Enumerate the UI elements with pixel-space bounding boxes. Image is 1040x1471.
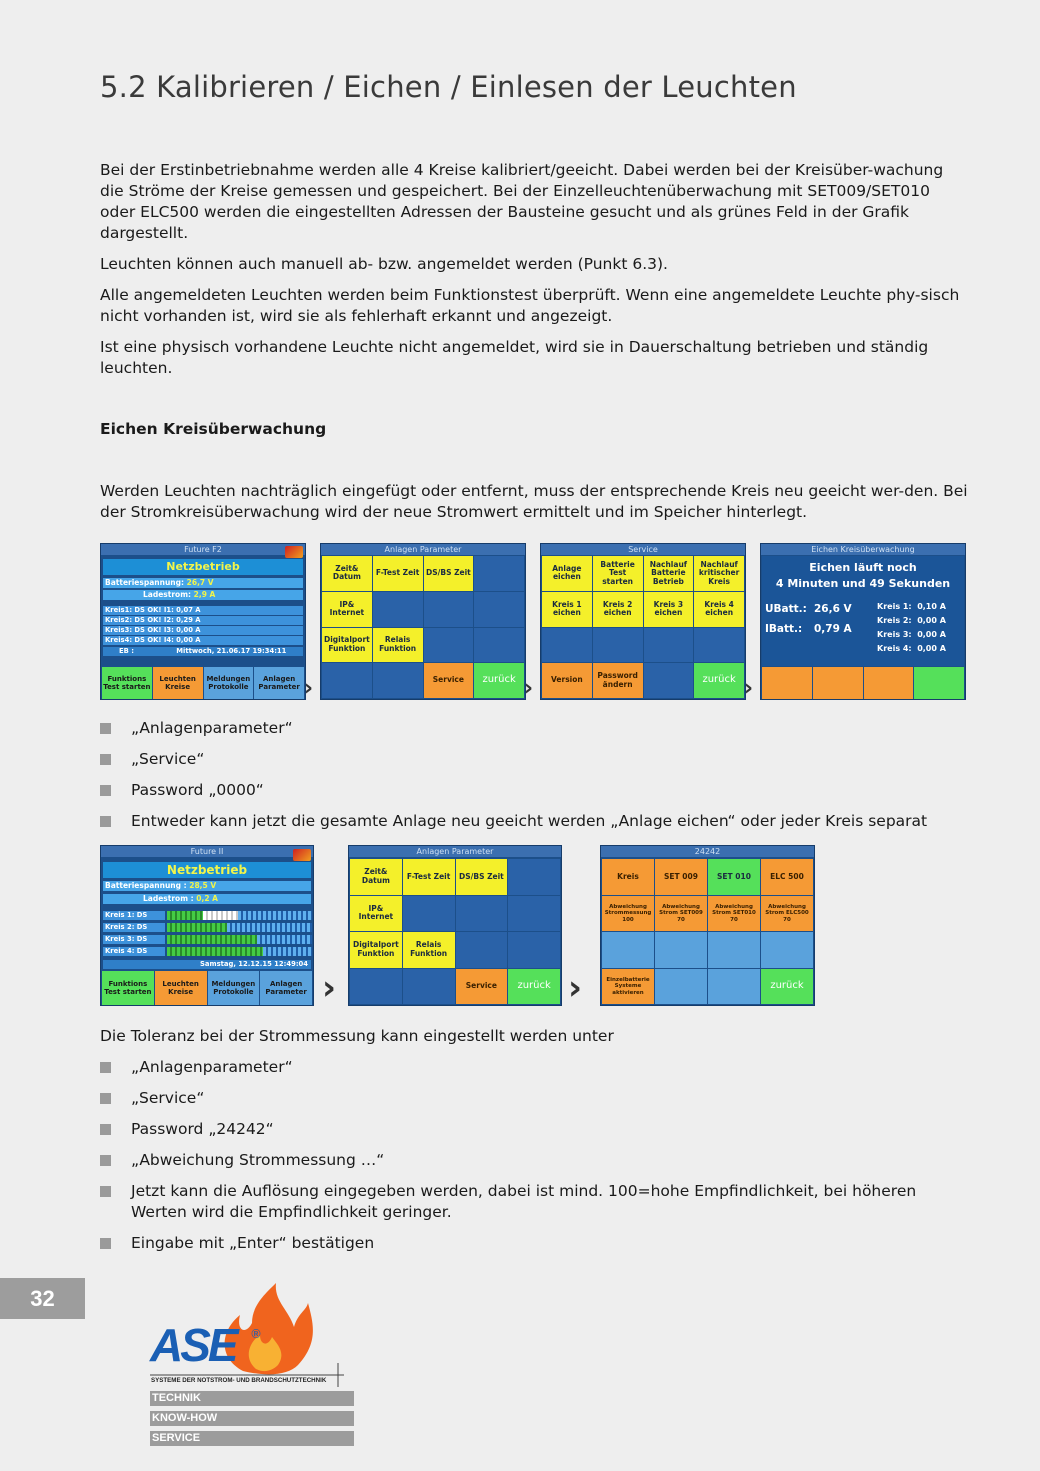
battery-label: Batteriespannung: [105, 578, 185, 587]
circuit-current: Kreis 1: 0,10 A [877, 602, 946, 611]
kreis-row: Kreis3: DS OK! I3: 0,00 A [103, 626, 303, 635]
empty-cell [644, 628, 694, 663]
arrow-icon: › [524, 676, 534, 701]
circuit-current: Kreis 3: 0,00 A [877, 630, 946, 639]
empty-cell [424, 628, 474, 663]
orange-button[interactable] [864, 667, 914, 699]
battery-test-button[interactable]: Batterie Test starten [593, 556, 643, 591]
empty-cell [456, 932, 508, 968]
calibration-running-text: Eichen läuft noch [809, 561, 917, 574]
deviation-set009-button[interactable]: Abweichung Strom SET009 70 [655, 896, 707, 932]
battery-label: Batteriespannung : [105, 881, 187, 890]
empty-cell [350, 969, 402, 1005]
empty-cell [644, 663, 694, 698]
list-item: Password „24242“ [100, 1119, 970, 1140]
empty-cell [655, 969, 707, 1005]
empty-cell [403, 969, 455, 1005]
time-date-button[interactable]: Zeit& Datum [322, 556, 372, 591]
luminaire-bar [167, 935, 257, 944]
intro-paragraph-2: Leuchten können auch manuell ab- bzw. angemeldet werden (Punkt 6.3). [100, 255, 668, 273]
list-item: Jetzt kann die Auflösung eingegeben werden, dabei ist mind. 100=hohe Empfindlichkeit, bei höheren Werten wird die Empfindlichkeit geringer. [100, 1181, 970, 1223]
orange-button[interactable] [762, 667, 812, 699]
battery-current-label: IBatt.: [765, 623, 803, 635]
tag-know-how: KNOW-HOW [150, 1411, 354, 1426]
back-button[interactable]: zurück [508, 969, 560, 1005]
page-number: 32 [0, 1278, 85, 1319]
empty-cell [456, 896, 508, 932]
luminaire-bar [238, 911, 312, 920]
back-button[interactable]: zurück [694, 663, 744, 698]
elc500-button[interactable]: ELC 500 [761, 859, 813, 895]
date-row [103, 647, 303, 656]
steps-list-2 [100, 1057, 970, 1264]
empty-cell [655, 932, 707, 968]
page-title: 5.2 Kalibrieren / Eichen / Einlesen der Leuchten [100, 70, 797, 104]
luminaire-bar [257, 935, 312, 944]
battery-value: 28,5 V [189, 881, 217, 890]
calibrate-system-button[interactable]: Anlage eichen [542, 556, 592, 591]
list-item: „Service“ [100, 1088, 970, 1109]
battery-voltage-row [103, 881, 311, 891]
empty-cell [708, 969, 760, 1005]
kreis-row: Kreis2: DS OK! I2: 0,29 A [103, 616, 303, 625]
tolerance-intro: Die Toleranz bei der Strommessung kann eingestellt werden unter [100, 1027, 614, 1045]
arrow-icon: › [304, 676, 314, 701]
screen-anlagen-parameter [320, 543, 526, 700]
parameter-grid [322, 556, 524, 698]
status-headline: Netzbetrieb [103, 559, 303, 575]
empty-cell [424, 592, 474, 627]
list-item: „Service“ [100, 749, 970, 770]
messages-log-button[interactable]: Meldungen Protokolle [204, 667, 254, 699]
empty-cell [403, 896, 455, 932]
set009-button[interactable]: SET 009 [655, 859, 707, 895]
charge-current-row [103, 894, 311, 904]
date-time: Samstag, 12.12.15 12:49:04 [103, 960, 311, 969]
system-parameters-button[interactable]: Anlagen Parameter [254, 667, 304, 699]
function-test-button[interactable]: Funktions Test starten [102, 971, 154, 1005]
luminaire-bar [227, 923, 312, 932]
empty-cell [322, 663, 372, 698]
empty-cell [761, 932, 813, 968]
lights-circuits-button[interactable]: Leuchten Kreise [153, 667, 203, 699]
parameter-grid [350, 859, 560, 1004]
ftest-time-button[interactable]: F-Test Zeit [373, 556, 423, 591]
screen-anlagen-parameter-2 [348, 845, 562, 1006]
kreis-row: Kreis 1: DS [103, 911, 165, 920]
empty-cell [602, 932, 654, 968]
empty-cell [508, 896, 560, 932]
battery-voltage-label: UBatt.: [765, 603, 807, 615]
service-grid [602, 859, 813, 1004]
charge-label: Ladestrom : [143, 894, 194, 903]
ds-bs-time-button[interactable]: DS/BS Zeit [456, 859, 508, 895]
empty-cell [474, 592, 524, 627]
list-item: „Anlagenparameter“ [100, 1057, 970, 1078]
deviation-set010-button[interactable]: Abweichung Strom SET010 70 [708, 896, 760, 932]
charge-value: 2,9 A [193, 590, 216, 599]
screen-title: Eichen Kreisüberwachung [761, 544, 965, 555]
screen-title: 24242 [601, 846, 814, 857]
calibration-remaining-time: 4 Minuten und 49 Sekunden [775, 577, 951, 590]
kreis-button[interactable]: Kreis [602, 859, 654, 895]
circuit-current: Kreis 4: 0,00 A [877, 644, 946, 653]
registered-mark: ® [250, 1327, 262, 1341]
luminaire-bar [203, 911, 238, 920]
charge-label: Ladestrom: [143, 590, 192, 599]
list-item: Eingabe mit „Enter“ bestätigen [100, 1233, 970, 1254]
list-item: „Abweichung Strommessung …“ [100, 1150, 970, 1171]
digitalport-button[interactable]: Digitalport Funktion [322, 628, 372, 663]
time-date-button[interactable]: Zeit& Datum [350, 859, 402, 895]
kreis-row: Kreis4: DS OK! I4: 0,00 A [103, 636, 303, 645]
empty-cell [542, 628, 592, 663]
screen-title: Future II [101, 846, 313, 857]
screen-eichen-kreisueberwachung [760, 543, 966, 700]
messages-log-button[interactable]: Meldungen Protokolle [208, 971, 260, 1005]
device-logo-icon [285, 546, 303, 558]
tag-technik: TECHNIK [150, 1391, 354, 1406]
steps-list-1 [100, 718, 970, 842]
luminaire-bar [167, 947, 263, 956]
tag-service: SERVICE [150, 1431, 354, 1446]
deviation-elc500-button[interactable]: Abweichung Strom ELC500 70 [761, 896, 813, 932]
ds-bs-time-button[interactable]: DS/BS Zeit [424, 556, 474, 591]
empty-cell [593, 628, 643, 663]
battery-runon-button[interactable]: Nachlauf Batterie Betrieb [644, 556, 694, 591]
back-button[interactable]: zurück [761, 969, 813, 1005]
set010-button[interactable]: SET 010 [708, 859, 760, 895]
lights-circuits-button[interactable]: Leuchten Kreise [155, 971, 207, 1005]
luminaire-bar [167, 923, 227, 932]
battery-voltage-value: 26,6 V [814, 603, 852, 615]
charge-value: 0,2 A [196, 894, 218, 903]
screen-title: Future F2 [101, 544, 305, 555]
service-button[interactable]: Service [456, 969, 508, 1005]
kreis-row: Kreis 4: DS [103, 947, 165, 956]
intro-paragraph-4: Ist eine physisch vorhandene Leuchte nicht angemeldet, wird sie in Dauerschaltung betrieben und ständig leuchten. [100, 338, 929, 377]
empty-cell [694, 628, 744, 663]
arrow-icon: › [744, 676, 754, 701]
empty-cell [373, 663, 423, 698]
empty-cell [508, 859, 560, 895]
screen-service-24242 [600, 845, 815, 1006]
section-heading: Eichen Kreisüberwachung [100, 420, 327, 438]
circuit-current: Kreis 2: 0,00 A [877, 616, 946, 625]
empty-cell [508, 932, 560, 968]
empty-cell [708, 932, 760, 968]
calibrate-circuit-2-button[interactable]: Kreis 2 eichen [593, 592, 643, 627]
list-item: „Anlagenparameter“ [100, 718, 970, 739]
intro-paragraph-3: Alle angemeldeten Leuchten werden beim Funktionstest überprüft. Wenn eine angemeldete Leuchte phy-sisch nicht vorhanden ist, wird sie als fehlerhaft erkannt und angezeigt. [100, 286, 960, 325]
service-button[interactable]: Service [424, 663, 474, 698]
screen-service [540, 543, 746, 700]
calibration-status-panel [762, 556, 964, 666]
critical-circuit-runon-button[interactable]: Nachlauf kritischer Kreis [694, 556, 744, 591]
intro-paragraph-1: Bei der Erstinbetriebnahme werden alle 4 Kreise kalibriert/geeicht. Dabei werden bei der Kreisüber-wachung die Ströme der Kreise gemessen und gespeichert. Bei der Einzelleuchtenüberwachung mit SET009/SET010 oder ELC500 werden die eingestellten Adressen der Bausteine gesucht und als grünes Feld in der Grafik dargestellt. [100, 161, 944, 242]
ip-internet-button[interactable]: IP& Internet [322, 592, 372, 627]
single-battery-systems-button[interactable]: Einzelbatterie Systeme aktivieren [602, 969, 654, 1005]
battery-voltage-row [103, 578, 303, 588]
service-grid [542, 556, 744, 698]
list-item: Entweder kann jetzt die gesamte Anlage neu geeicht werden „Anlage eichen“ oder jeder Kreis separat [100, 811, 970, 832]
screen-title: Anlagen Parameter [349, 846, 561, 857]
relay-function-button[interactable]: Relais Funktion [403, 932, 455, 968]
screen-netzbetrieb-f2 [100, 543, 306, 700]
ftest-time-button[interactable]: F-Test Zeit [403, 859, 455, 895]
battery-value: 26,7 V [186, 578, 214, 587]
empty-cell [373, 592, 423, 627]
relay-function-button[interactable]: Relais Funktion [373, 628, 423, 663]
section-paragraph: Werden Leuchten nachträglich eingefügt oder entfernt, muss der entsprechende Kreis neu geeicht wer-den. Bei der Stromkreisüberwachung wird der neue Stromwert ermittelt und im Speicher hinterlegt. [100, 482, 968, 521]
digitalport-button[interactable]: Digitalport Funktion [350, 932, 402, 968]
version-button[interactable]: Version [542, 663, 592, 698]
empty-cell [474, 556, 524, 591]
function-test-button[interactable]: Funktions Test starten [102, 667, 152, 699]
ip-internet-button[interactable]: IP& Internet [350, 896, 402, 932]
kreis-row: Kreis 3: DS [103, 935, 165, 944]
deviation-current-button[interactable]: Abweichung Strommessung 100 [602, 896, 654, 932]
battery-current-value: 0,79 A [814, 623, 852, 635]
date-time: Mittwoch, 21.06.17 19:34:11 [176, 647, 287, 655]
screen-title: Service [541, 544, 745, 555]
arrow-icon: › [568, 968, 583, 1008]
device-logo-icon [293, 849, 311, 861]
kreis-row: Kreis1: DS OK! I1: 0,07 A [103, 606, 303, 615]
screen-title: Anlagen Parameter [321, 544, 525, 555]
screen-netzbetrieb-future-ii [100, 845, 314, 1006]
orange-button[interactable] [813, 667, 863, 699]
system-parameters-button[interactable]: Anlagen Parameter [260, 971, 312, 1005]
back-button[interactable]: zurück [474, 663, 524, 698]
calibrate-circuit-4-button[interactable]: Kreis 4 eichen [694, 592, 744, 627]
luminaire-bar [167, 911, 203, 920]
eb-label: EB : [119, 647, 134, 655]
logo-tagline: SYSTEME DER NOTSTROM- UND BRANDSCHUTZTECHNIK [151, 1377, 327, 1384]
calibrate-circuit-3-button[interactable]: Kreis 3 eichen [644, 592, 694, 627]
luminaire-bar [263, 947, 312, 956]
green-button[interactable] [914, 667, 964, 699]
calibrate-circuit-1-button[interactable]: Kreis 1 eichen [542, 592, 592, 627]
status-headline: Netzbetrieb [103, 862, 311, 878]
change-password-button[interactable]: Password ändern [593, 663, 643, 698]
ase-brand: ASE [150, 1319, 236, 1371]
kreis-row: Kreis 2: DS [103, 923, 165, 932]
charge-current-row [103, 590, 303, 600]
list-item: Password „0000“ [100, 780, 970, 801]
empty-cell [474, 628, 524, 663]
arrow-icon: › [322, 968, 337, 1008]
